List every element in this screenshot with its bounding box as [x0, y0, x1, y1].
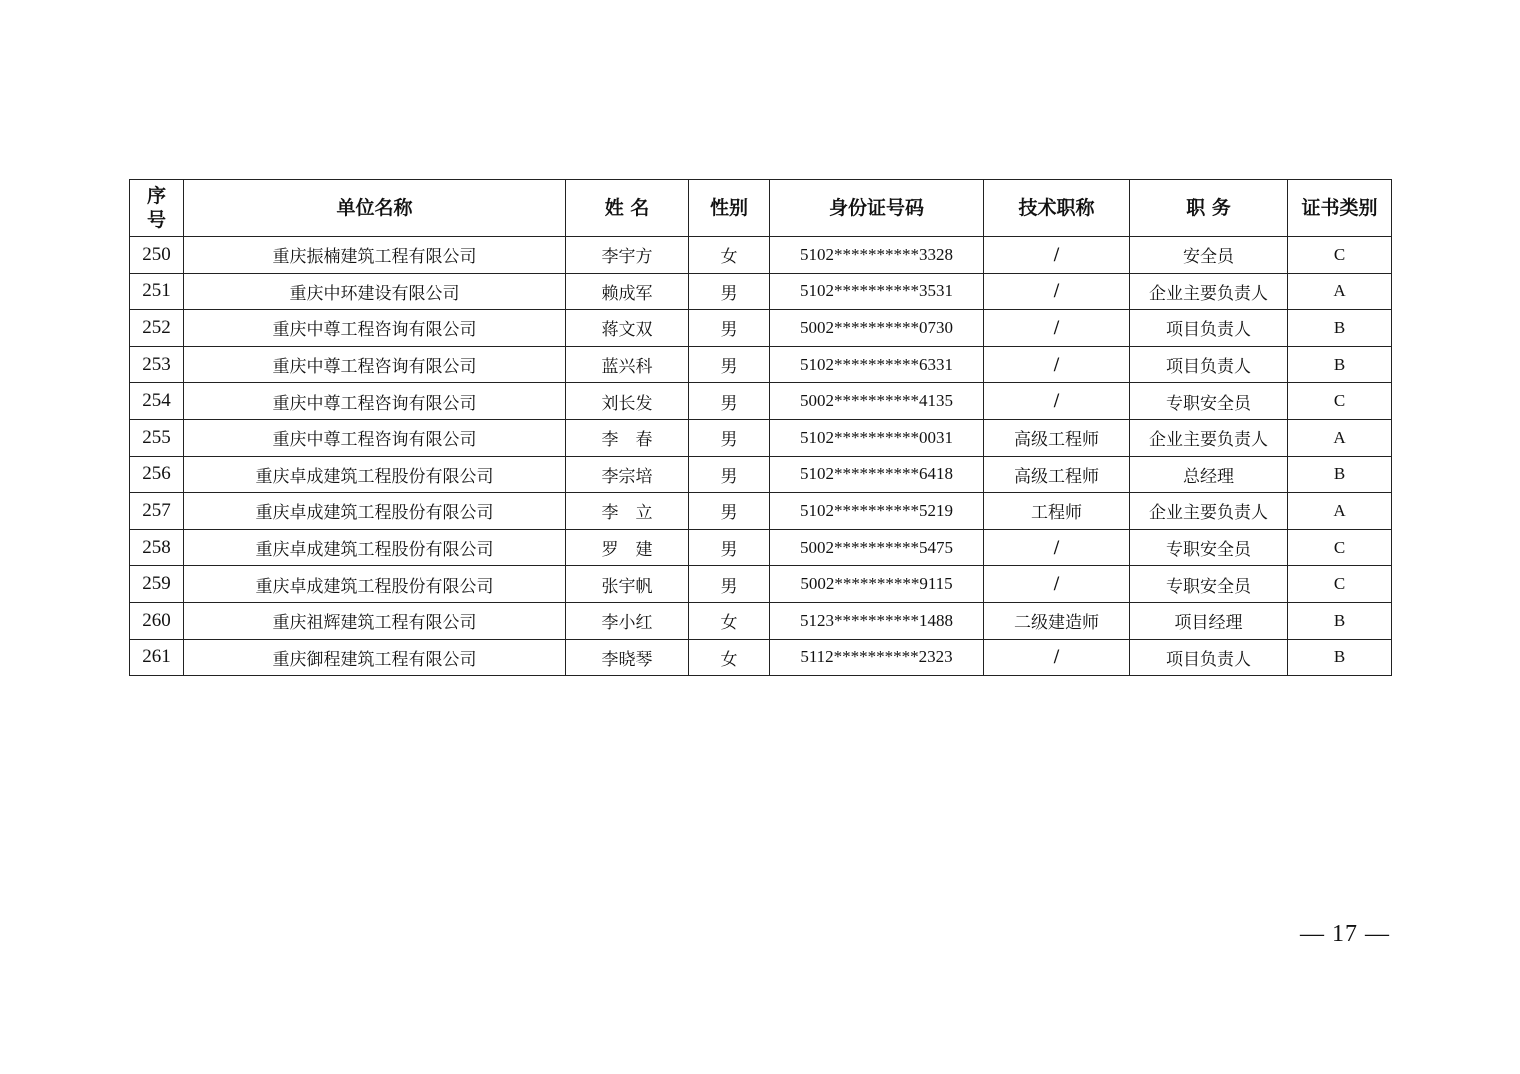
cell-cert-type: A: [1288, 493, 1392, 530]
cell-position: 企业主要负责人: [1130, 273, 1288, 310]
cell-person-name: 蓝兴科: [566, 346, 689, 383]
cell-seq: 256: [130, 456, 184, 493]
cell-unit-name: 重庆卓成建筑工程股份有限公司: [184, 566, 566, 603]
cell-seq: 258: [130, 529, 184, 566]
cell-seq: 254: [130, 383, 184, 420]
header-unit: 单位名称: [184, 180, 566, 237]
cell-unit-name: 重庆中环建设有限公司: [184, 273, 566, 310]
cell-seq: 250: [130, 237, 184, 274]
cell-id-number: 5123**********1488: [770, 602, 984, 639]
cell-gender: 女: [689, 237, 770, 274]
cell-seq: 257: [130, 493, 184, 530]
cell-gender: 男: [689, 419, 770, 456]
table-header-row: [130, 180, 1392, 237]
table-row: [130, 273, 1392, 310]
header-title: 技术职称: [984, 180, 1130, 237]
cell-cert-type: A: [1288, 273, 1392, 310]
cell-person-name: 蒋文双: [566, 310, 689, 347]
cell-tech-title: 高级工程师: [984, 419, 1130, 456]
cell-tech-title: 二级建造师: [984, 602, 1130, 639]
cell-unit-name: 重庆振楠建筑工程有限公司: [184, 237, 566, 274]
cell-cert-type: C: [1288, 529, 1392, 566]
cell-seq: 260: [130, 602, 184, 639]
cell-seq: 251: [130, 273, 184, 310]
cell-id-number: 5102**********6331: [770, 346, 984, 383]
cell-tech-title: 工程师: [984, 493, 1130, 530]
header-seq: [130, 180, 184, 237]
cell-person-name: 刘长发: [566, 383, 689, 420]
table-row: [130, 566, 1392, 603]
cell-gender: 男: [689, 493, 770, 530]
header-id: 身份证号码: [770, 180, 984, 237]
personnel-table: [129, 179, 1392, 676]
cell-unit-name: 重庆中尊工程咨询有限公司: [184, 346, 566, 383]
cell-unit-name: 重庆中尊工程咨询有限公司: [184, 310, 566, 347]
cell-cert-type: B: [1288, 602, 1392, 639]
cell-position: 项目负责人: [1130, 310, 1288, 347]
header-seq-line1: 序: [146, 185, 166, 207]
cell-tech-title: /: [984, 346, 1130, 383]
cell-unit-name: 重庆卓成建筑工程股份有限公司: [184, 493, 566, 530]
cell-tech-title: /: [984, 273, 1130, 310]
cell-person-name: 李宗培: [566, 456, 689, 493]
cell-id-number: 5102**********6418: [770, 456, 984, 493]
header-seq-line2: 号: [146, 209, 166, 231]
cell-cert-type: A: [1288, 419, 1392, 456]
cell-position: 企业主要负责人: [1130, 419, 1288, 456]
table-row: [130, 529, 1392, 566]
table-row: [130, 346, 1392, 383]
cell-id-number: 5102**********5219: [770, 493, 984, 530]
cell-gender: 男: [689, 383, 770, 420]
cell-position: 专职安全员: [1130, 566, 1288, 603]
cell-unit-name: 重庆卓成建筑工程股份有限公司: [184, 456, 566, 493]
cell-position: 企业主要负责人: [1130, 493, 1288, 530]
cell-tech-title: /: [984, 310, 1130, 347]
cell-unit-name: 重庆中尊工程咨询有限公司: [184, 419, 566, 456]
cell-tech-title: 高级工程师: [984, 456, 1130, 493]
cell-id-number: 5102**********0031: [770, 419, 984, 456]
cell-person-name: 李 立: [566, 493, 689, 530]
table-row: [130, 237, 1392, 274]
header-position: 职 务: [1130, 180, 1288, 237]
cell-seq: 255: [130, 419, 184, 456]
cell-cert-type: C: [1288, 383, 1392, 420]
cell-seq: 259: [130, 566, 184, 603]
cell-cert-type: B: [1288, 456, 1392, 493]
cell-person-name: 罗 建: [566, 529, 689, 566]
cell-gender: 男: [689, 346, 770, 383]
cell-unit-name: 重庆卓成建筑工程股份有限公司: [184, 529, 566, 566]
cell-cert-type: C: [1288, 237, 1392, 274]
page-number: — 17 —: [1300, 921, 1390, 947]
cell-person-name: 李宇方: [566, 237, 689, 274]
header-gender: 性别: [689, 180, 770, 237]
cell-person-name: 张宇帆: [566, 566, 689, 603]
cell-person-name: 李 春: [566, 419, 689, 456]
cell-cert-type: B: [1288, 639, 1392, 676]
cell-gender: 女: [689, 639, 770, 676]
cell-person-name: 李小红: [566, 602, 689, 639]
cell-position: 项目经理: [1130, 602, 1288, 639]
cell-unit-name: 重庆中尊工程咨询有限公司: [184, 383, 566, 420]
cell-position: 安全员: [1130, 237, 1288, 274]
cell-gender: 男: [689, 529, 770, 566]
cell-seq: 261: [130, 639, 184, 676]
cell-id-number: 5002**********9115: [770, 566, 984, 603]
cell-position: 专职安全员: [1130, 529, 1288, 566]
cell-tech-title: /: [984, 237, 1130, 274]
cell-person-name: 李晓琴: [566, 639, 689, 676]
table-row: [130, 493, 1392, 530]
table-row: [130, 456, 1392, 493]
cell-cert-type: B: [1288, 310, 1392, 347]
cell-cert-type: B: [1288, 346, 1392, 383]
cell-tech-title: /: [984, 383, 1130, 420]
cell-id-number: 5002**********5475: [770, 529, 984, 566]
cell-position: 专职安全员: [1130, 383, 1288, 420]
cell-id-number: 5002**********4135: [770, 383, 984, 420]
cell-position: 项目负责人: [1130, 639, 1288, 676]
cell-unit-name: 重庆御程建筑工程有限公司: [184, 639, 566, 676]
table-row: [130, 639, 1392, 676]
cell-id-number: 5002**********0730: [770, 310, 984, 347]
cell-person-name: 赖成军: [566, 273, 689, 310]
table-row: [130, 310, 1392, 347]
header-name: 姓 名: [566, 180, 689, 237]
cell-position: 总经理: [1130, 456, 1288, 493]
cell-tech-title: /: [984, 529, 1130, 566]
cell-gender: 女: [689, 602, 770, 639]
cell-id-number: 5102**********3328: [770, 237, 984, 274]
table-row: [130, 383, 1392, 420]
cell-id-number: 5112**********2323: [770, 639, 984, 676]
table-body: [130, 237, 1392, 676]
cell-seq: 252: [130, 310, 184, 347]
cell-gender: 男: [689, 273, 770, 310]
cell-tech-title: /: [984, 566, 1130, 603]
cell-id-number: 5102**********3531: [770, 273, 984, 310]
cell-cert-type: C: [1288, 566, 1392, 603]
cell-seq: 253: [130, 346, 184, 383]
cell-unit-name: 重庆祖辉建筑工程有限公司: [184, 602, 566, 639]
cell-tech-title: /: [984, 639, 1130, 676]
cell-gender: 男: [689, 310, 770, 347]
cell-gender: 男: [689, 566, 770, 603]
cell-gender: 男: [689, 456, 770, 493]
table-row: [130, 602, 1392, 639]
cell-position: 项目负责人: [1130, 346, 1288, 383]
table-row: [130, 419, 1392, 456]
header-cert: 证书类别: [1288, 180, 1392, 237]
